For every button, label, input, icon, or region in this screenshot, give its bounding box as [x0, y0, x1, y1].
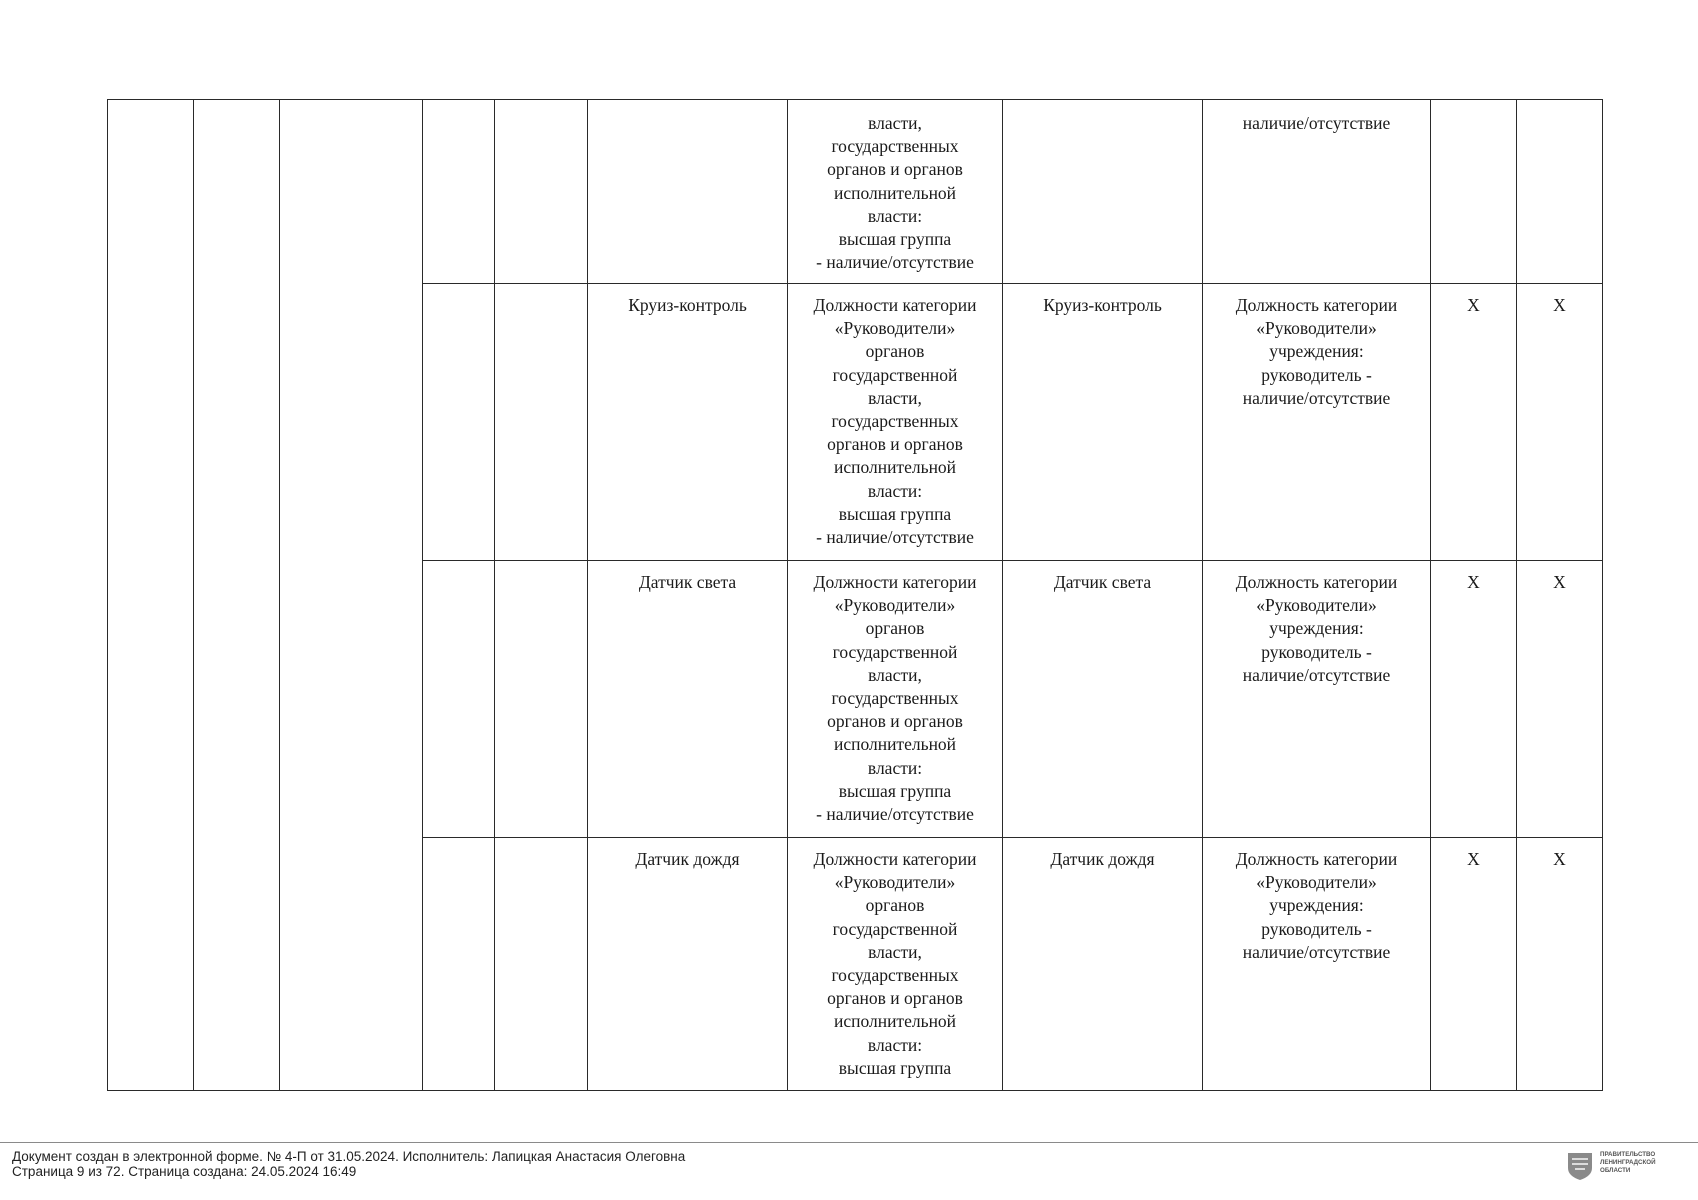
- footer-page-info: Страница 9 из 72. Страница создана: 24.05.2024 16:49: [12, 1164, 357, 1179]
- table-cell: [495, 838, 588, 1091]
- table-cell: [108, 100, 194, 1091]
- feature-cell: Датчик дождя: [1003, 838, 1203, 1091]
- document-footer: [12, 1149, 685, 1179]
- logo-text: [1600, 1151, 1656, 1175]
- table-cell: [495, 561, 588, 838]
- mark-cell: X: [1431, 838, 1517, 1091]
- position-requirement-cell: власти, государственных органов и органов исполнительной власти: высшая группа - наличие/отсутствие: [788, 100, 1003, 284]
- footer-divider: [0, 1142, 1698, 1143]
- feature-cell: [1003, 100, 1203, 284]
- position-requirement-cell: Должности категории «Руководители» органов государственной власти, государственных органов и органов исполнительной власти: высшая группа - наличие/отсутствие: [788, 561, 1003, 838]
- position-requirement-cell: Должности категории «Руководители» органов государственной власти, государственных органов и органов исполнительной власти: высшая группа: [788, 838, 1003, 1091]
- table-cell: [280, 100, 423, 1091]
- emblem-icon: [1566, 1151, 1594, 1181]
- footer-document-info: Документ создан в электронной форме. № 4-П от 31.05.2024. Исполнитель: Лапицкая Анастасия Олеговна: [12, 1149, 686, 1164]
- logo-line: ПРАВИТЕЛЬСТВО: [1600, 1151, 1656, 1158]
- feature-cell: Датчик света: [1003, 561, 1203, 838]
- table-cell: [423, 284, 495, 561]
- mark-cell: X: [1431, 561, 1517, 838]
- position-requirement-cell: Должности категории «Руководители» органов государственной власти, государственных органов и органов исполнительной власти: высшая группа - наличие/отсутствие: [788, 284, 1003, 561]
- mark-cell: X: [1517, 838, 1603, 1091]
- logo-line: ЛЕНИНГРАДСКОЙ: [1600, 1159, 1656, 1166]
- logo-line: ОБЛАСТИ: [1600, 1167, 1631, 1174]
- feature-cell: Круиз-контроль: [1003, 284, 1203, 561]
- position-requirement-cell: Должность категории «Руководители» учреждения: руководитель - наличие/отсутствие: [1203, 561, 1431, 838]
- table-cell: [495, 100, 588, 284]
- mark-cell: X: [1517, 284, 1603, 561]
- table-cell: [194, 100, 280, 1091]
- mark-cell: [1431, 100, 1517, 284]
- mark-cell: X: [1517, 561, 1603, 838]
- table-cell: [423, 100, 495, 284]
- feature-cell: Круиз-контроль: [588, 284, 788, 561]
- table-cell: [423, 838, 495, 1091]
- position-requirement-cell: наличие/отсутствие: [1203, 100, 1431, 284]
- document-table: [107, 99, 1603, 1091]
- table-row: [108, 100, 1603, 284]
- government-logo: [1566, 1151, 1656, 1181]
- table-cell: [588, 100, 788, 284]
- position-requirement-cell: Должность категории «Руководители» учреждения: руководитель - наличие/отсутствие: [1203, 838, 1431, 1091]
- table-cell: [423, 561, 495, 838]
- mark-cell: [1517, 100, 1603, 284]
- position-requirement-cell: Должность категории «Руководители» учреждения: руководитель - наличие/отсутствие: [1203, 284, 1431, 561]
- feature-cell: Датчик дождя: [588, 838, 788, 1091]
- mark-cell: X: [1431, 284, 1517, 561]
- feature-cell: Датчик света: [588, 561, 788, 838]
- table-cell: [495, 284, 588, 561]
